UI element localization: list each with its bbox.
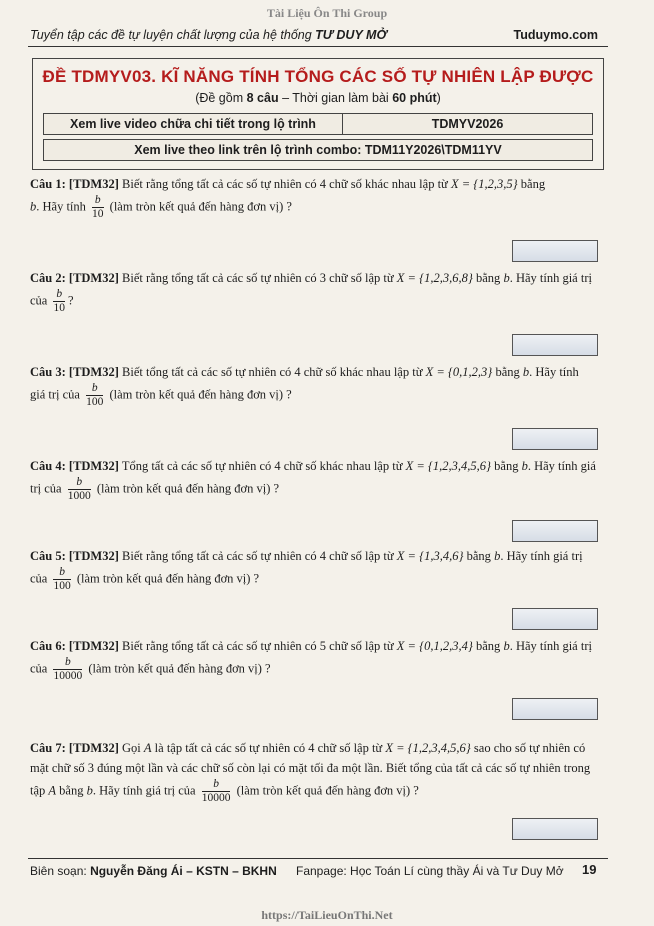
fraction-denominator: 10000 — [53, 670, 83, 682]
question-text: (làm tròn kết quả đến hàng đơn vị) ? — [109, 387, 292, 402]
question-3 — [30, 362, 596, 409]
question-text: bằng — [495, 365, 520, 379]
answer-box-5[interactable] — [512, 608, 598, 630]
header-divider — [28, 46, 608, 47]
question-7 — [30, 738, 596, 805]
question-2 — [30, 268, 596, 315]
question-6 — [30, 636, 596, 683]
question-text: . Hãy tính giá trị của — [30, 365, 579, 402]
math-var: A — [143, 741, 152, 755]
exam-title: ĐỀ TDMYV03. KĨ NĂNG TÍNH TỔNG CÁC SỐ TỰ NHIÊN LẬP ĐƯỢC — [42, 67, 594, 86]
question-code: [TDM32] — [68, 177, 119, 191]
fraction-numerator: b — [86, 382, 103, 396]
question-text: ? — [67, 293, 74, 308]
fraction-numerator: b — [202, 778, 231, 792]
subtitle-suffix: ) — [436, 91, 441, 105]
answer-box-7[interactable] — [512, 818, 598, 840]
math-var: A — [48, 783, 57, 798]
question-text: Biết tổng tất cả các số tự nhiên có 4 chữ số khác nhau lập từ — [122, 365, 423, 379]
site-url[interactable]: https://TaiLieuOnThi.Net — [261, 908, 393, 922]
question-text: . Hãy tính giá trị của — [30, 459, 596, 496]
question-text: bằng — [520, 177, 546, 191]
question-1 — [30, 174, 596, 221]
math-set: X = {0,1,2,3} — [425, 365, 493, 379]
question-text: Gọi — [122, 741, 141, 755]
question-text: sao cho số tự nhiên có mặt chữ số 3 đúng một lần và các chữ số còn lại có mặt tối đa một lần. Biết tổng của tất cả các số tự nhiên trong tập — [30, 741, 591, 798]
math-set: X = {1,2,3,6,8} — [396, 271, 473, 285]
question-code: [TDM32] — [68, 459, 119, 473]
question-text: (làm tròn kết quả đến hàng đơn vị) ? — [76, 571, 260, 586]
question-4 — [30, 456, 596, 503]
fraction-numerator: b — [53, 656, 82, 670]
question-text: Biết rằng tổng tất cả các số tự nhiên có 5 chữ số lập từ — [122, 639, 394, 653]
question-code: [TDM32] — [68, 365, 119, 379]
site-name: Tuduymo.com — [513, 28, 598, 42]
fraction-denominator: 100 — [53, 580, 71, 592]
fraction-denominator: 1000 — [67, 490, 91, 502]
fraction-denominator: 10 — [53, 302, 65, 314]
combo-link-row: Xem live theo link trên lộ trình combo: TDM11Y2026\TDM11YV — [43, 139, 593, 161]
author-name: Nguyễn Đăng Ái – KSTN – BKHN — [90, 864, 277, 878]
question-text: (làm tròn kết quả đến hàng đơn vị) ? — [109, 199, 292, 214]
question-text: . Hãy tính giá trị của — [30, 639, 592, 676]
question-text: . Hãy tính giá trị của — [92, 783, 196, 798]
math-var: b — [503, 271, 510, 285]
fraction-denominator: 10000 — [201, 792, 231, 804]
question-text: Biết rằng tổng tất cả các số tự nhiên có 4 chữ số khác nhau lập từ — [122, 177, 448, 191]
series-prefix: Tuyển tập các đề tự luyện chất lượng của hệ thống — [30, 28, 312, 42]
fraction-numerator: b — [53, 288, 65, 302]
math-set: X = {0,1,2,3,4} — [396, 639, 473, 653]
author-prefix: Biên soạn: — [30, 864, 87, 878]
math-set: X = {1,3,4,6} — [396, 549, 464, 563]
subtitle-prefix: (Đề gồm — [195, 91, 244, 105]
page-number: 19 — [582, 862, 597, 877]
question-label: Câu 3: — [30, 365, 66, 379]
question-label: Câu 2: — [30, 271, 66, 285]
live-video-label: Xem live video chữa chi tiết trong lộ trình — [43, 113, 343, 135]
footer-author — [30, 864, 277, 878]
answer-box-1[interactable] — [512, 240, 598, 262]
answer-box-2[interactable] — [512, 334, 598, 356]
fraction-denominator: 100 — [86, 396, 104, 408]
live-video-row — [43, 113, 593, 135]
live-video-code: TDMYV2026 — [343, 113, 593, 135]
math-var: b — [30, 199, 37, 214]
question-text: bằng — [476, 639, 501, 653]
question-code: [TDM32] — [68, 741, 119, 755]
group-watermark: Tài Liệu Ôn Thi Group — [266, 6, 388, 20]
question-text: bằng — [466, 549, 491, 563]
math-fraction — [86, 382, 103, 409]
answer-box-3[interactable] — [512, 428, 598, 450]
question-label: Câu 7: — [30, 741, 66, 755]
footer-divider — [28, 858, 608, 859]
math-set: X = {1,2,3,4,5,6} — [405, 459, 492, 473]
question-text: bằng — [494, 459, 519, 473]
time-limit: 60 phút — [392, 91, 437, 105]
math-fraction — [202, 778, 231, 805]
math-fraction — [53, 656, 82, 683]
math-fraction — [53, 566, 70, 593]
question-text: . Hãy tính giá trị của — [30, 549, 583, 586]
math-var: b — [503, 639, 510, 653]
math-set: X = {1,2,3,5} — [450, 177, 518, 191]
math-var: b — [522, 365, 530, 379]
answer-box-6[interactable] — [512, 698, 598, 720]
question-5 — [30, 546, 596, 593]
exam-subtitle — [33, 91, 603, 105]
math-var: b — [521, 459, 528, 473]
series-brand: TƯ DUY MỞ — [315, 28, 387, 42]
question-text: . Hãy tính giá trị của — [30, 271, 592, 308]
subtitle-mid: – Thời gian làm bài — [282, 91, 389, 105]
series-header — [30, 28, 387, 42]
question-text: là tập tất cả các số tự nhiên có 4 chữ số lập từ — [154, 741, 383, 755]
question-text: . Hãy tính — [36, 199, 86, 214]
question-text: (làm tròn kết quả đến hàng đơn vị) ? — [96, 481, 280, 496]
question-count: 8 câu — [246, 91, 279, 105]
question-text: Biết rằng tổng tất cả các số tự nhiên có 4 chữ số lập từ — [122, 549, 394, 563]
math-fraction — [68, 476, 91, 503]
fraction-denominator: 10 — [92, 208, 104, 220]
fraction-numerator: b — [68, 476, 91, 490]
question-label: Câu 1: — [30, 177, 66, 191]
question-text: bằng — [59, 783, 84, 798]
fraction-numerator: b — [92, 194, 104, 208]
question-text: Tổng tất cả các số tự nhiên có 4 chữ số khác nhau lập từ — [121, 459, 403, 473]
question-text: bằng — [476, 271, 501, 285]
question-text: Biết rằng tổng tất cả các số tự nhiên có 3 chữ số lập từ — [122, 271, 394, 285]
footer-fanpage: Fanpage: Học Toán Lí cùng thầy Ái và Tư Duy Mở — [296, 864, 564, 878]
question-text: (làm tròn kết quả đến hàng đơn vị) ? — [88, 661, 271, 676]
fraction-numerator: b — [53, 566, 70, 580]
math-var: b — [86, 783, 93, 798]
answer-box-4[interactable] — [512, 520, 598, 542]
question-label: Câu 5: — [30, 549, 66, 563]
question-code: [TDM32] — [68, 639, 119, 653]
math-var: b — [494, 549, 501, 563]
math-fraction — [53, 288, 65, 315]
question-text: (làm tròn kết quả đến hàng đơn vị) ? — [236, 783, 419, 798]
math-set: X = {1,2,3,4,5,6} — [385, 741, 471, 755]
question-label: Câu 4: — [30, 459, 66, 473]
question-code: [TDM32] — [68, 549, 119, 563]
title-box — [32, 58, 604, 170]
math-fraction — [92, 194, 104, 221]
question-code: [TDM32] — [68, 271, 119, 285]
question-label: Câu 6: — [30, 639, 66, 653]
